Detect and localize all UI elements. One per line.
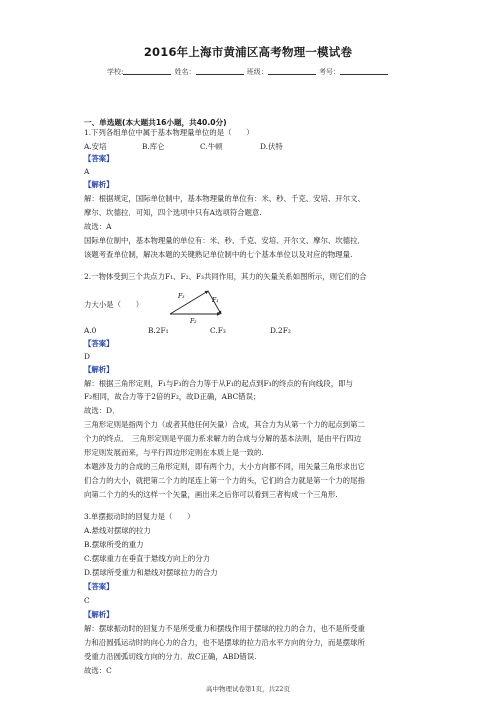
exam-number-label: 考号： xyxy=(319,68,341,76)
q2-analysis-line: 向第二个力的头的这样一个矢量，画出来之后你可以看到三者构成一个三角形. xyxy=(84,490,338,499)
q1-option-d: D.伏特 xyxy=(260,142,283,151)
q2-analysis-line: 形定则发展而来，与平行四边形定则在本质上是一致的. xyxy=(84,448,264,457)
exam-number-field[interactable] xyxy=(340,67,388,75)
q3-analysis-line: 力和沿圆弧运动时的向心力的合力，也不是摆球的拉力沿水平方向的分力，而是摆球所 xyxy=(84,638,365,647)
q1-stem: 1.下列各组单位中属于基本物理量单位的是（ ） xyxy=(84,128,254,137)
q2-option-d: D.2F₂ xyxy=(270,326,291,335)
q2-analysis-line: 故选：D． xyxy=(84,406,120,415)
q3-analysis-line: 受重力沿圆弧切线方向的分力．故C正确，ABD错误. xyxy=(84,652,257,661)
q2-stem-line2: 力大小是（ ） xyxy=(84,300,144,309)
q2-answer-tag: 【答案】 xyxy=(84,339,114,348)
q2-analysis-line: 本题涉及力的合成的三角形定则，即有两个力，大小方向都不同，用矢量三角形求出它 xyxy=(84,462,365,471)
q1-option-a: A.安培 xyxy=(84,142,107,151)
page-title: 2016年上海市黄浦区高考物理一模试卷 xyxy=(143,45,353,59)
q1-option-c: C.牛顿 xyxy=(200,142,223,151)
q2-option-b: B.2F₁ xyxy=(148,326,169,335)
school-field[interactable] xyxy=(123,67,171,75)
q3-option-c: C.摆球重力在垂直于悬线方向上的分力 xyxy=(84,554,210,563)
q3-analysis-tag: 【解析】 xyxy=(84,610,114,619)
q1-analysis-line: 解：根据规定，国际单位制中，基本物理量的单位有：米、秒、千克、安培、开尔文、 xyxy=(84,194,365,203)
q1-answer: A xyxy=(84,167,90,176)
q1-option-b: B.库仑 xyxy=(142,142,165,151)
q3-analysis-line: 解：摆球振动时的回复力不是所受重力和摆线作用于摆球的拉力的合力，也不是所受重 xyxy=(84,624,365,633)
label-f2: F₂ xyxy=(190,318,197,325)
q2-analysis-line: 个力的终点． 三角形定则是平面力系求解力的合成与分解的基本法则，是由平行四边 xyxy=(84,434,362,443)
section-heading: 一、单选题(本大题共16小题，共40.0分) xyxy=(84,118,227,127)
q2-option-a: A.0 xyxy=(84,326,97,335)
force-triangle-diagram xyxy=(168,285,228,325)
q3-answer: C xyxy=(84,596,90,605)
q1-analysis-line: 该题考查单位制，解决本题的关键熟记单位制中的七个基本单位以及对应的物理量. xyxy=(84,250,353,259)
class-field[interactable] xyxy=(268,67,316,75)
name-label: 姓名： xyxy=(174,68,196,76)
q1-analysis-line: 摩尔、坎德拉．可知，四个选项中只有A选项符合题意. xyxy=(84,208,262,217)
q3-option-a: A.悬线对摆球的拉力 xyxy=(84,526,151,535)
q2-analysis-line: 解：根据三角形定则，F₁与F₃的合力等于从F₁的起点到F₃的终点的有向线段，即与 xyxy=(84,379,353,388)
page-footer: 高中物理试卷第1页，共22页 xyxy=(206,685,290,693)
q2-stem-line1: 2.一物体受到三个共点力F₁、F₂、F₃共同作用，其力的矢量关系如图所示，则它们的合 xyxy=(84,272,367,281)
q1-analysis-tag: 【解析】 xyxy=(84,180,114,189)
label-f3: F₃ xyxy=(178,293,185,300)
q1-answer-tag: 【答案】 xyxy=(84,154,114,163)
q2-answer: D xyxy=(84,352,90,361)
q2-analysis-line: 三角形定则是指两个力（或者其他任何矢量）合成，其合力为从第一个力的起点到第二 xyxy=(84,420,365,429)
q3-analysis-line: 故选：C xyxy=(84,666,112,675)
class-label: 班级： xyxy=(246,68,268,76)
school-label: 学校: xyxy=(106,68,124,76)
name-field[interactable] xyxy=(196,67,244,75)
q3-stem: 3.单摆振动时的回复力是（ ） xyxy=(84,512,195,521)
q2-analysis-line: 们合力的大小，就把第二个力的尾连上第一个力的头，它们的合力就是第一个力的尾指 xyxy=(84,476,365,485)
label-f1: F₁ xyxy=(212,297,219,304)
q2-option-c: C.F₃ xyxy=(210,326,226,335)
q2-analysis-line: F₂相同，故合力等于2倍的F₂，故D正确，ABC错误； xyxy=(84,392,261,401)
q3-option-d: D.摆球所受重力和悬线对摆球拉力的合力 xyxy=(84,568,218,577)
force-f3-arrow xyxy=(170,291,208,314)
q3-option-b: B.摆球所受的重力 xyxy=(84,540,144,549)
q3-answer-tag: 【答案】 xyxy=(84,582,114,591)
student-info-line xyxy=(0,67,496,77)
q1-analysis-line: 故选：A xyxy=(84,222,112,231)
q1-analysis-line: 国际单位制中，基本物理量的单位有：米、秒、千克、安培、开尔文、摩尔、坎德拉． xyxy=(84,236,365,245)
q2-analysis-tag: 【解析】 xyxy=(84,365,114,374)
